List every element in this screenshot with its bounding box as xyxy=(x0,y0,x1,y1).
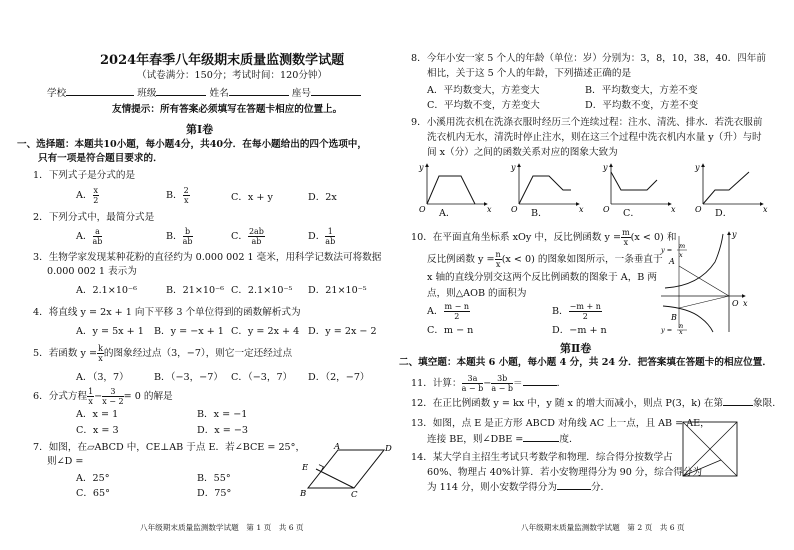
graph-b xyxy=(510,163,584,214)
q8-option-b: B．平均数变大，方差不变 xyxy=(585,85,698,96)
section2-heading: 二、填空题：本题共 6 小题，每小题 4 分，共 24 分．把答案填在答题卡的相应位置． xyxy=(399,357,772,368)
q8-option-d: D．平均数不变，方差不变 xyxy=(585,100,699,111)
q10-line4: 点，则△AOB 的面积为 xyxy=(427,288,527,299)
curve-n-label-lhs: y = xyxy=(661,326,673,334)
q6-stem: 6．分式方程 $\frac{1}{x}$ − $\frac{3}{x - 2}$ = 0 的解是 xyxy=(33,387,173,406)
q12-answer-blank xyxy=(723,405,753,406)
axis-x-label: x xyxy=(763,205,768,214)
curve-m-label-num: m xyxy=(679,242,686,250)
axis-x-label: x xyxy=(671,205,676,214)
q10-option-b: B． $\frac{-m + n}{2}$ xyxy=(552,302,601,321)
q4-stem: 4．将直线 y = 2x + 1 向下平移 3 个单位得到的函数解析式为 xyxy=(33,307,301,318)
fraction: $\frac{2}{x}$ xyxy=(183,186,189,205)
friendly-tip: 友情提示：所有答案必须填写在答题卡相应的位置上。 xyxy=(112,104,343,115)
q9-option-d: D． xyxy=(715,208,733,219)
field-school-blank xyxy=(66,95,134,96)
graph-c xyxy=(602,163,676,214)
q5-option-d: D．（2，−7） xyxy=(308,372,370,383)
q12-stem: 12．在正比例函数 y = kx 中，y 随 x 的增大而减小，则点 P(3，k) 在第 象限． xyxy=(411,398,782,409)
field-name-blank xyxy=(229,95,289,96)
page-footer: 八年级期末质量监测数学试题 第 2 页 共 6 页 xyxy=(521,523,685,532)
q1-option-d: D．2x xyxy=(308,192,337,203)
q14-answer-blank xyxy=(557,489,591,490)
q13-line2: 连接 BE，则∠DBE = 度． xyxy=(427,434,579,445)
field-class-blank xyxy=(156,95,206,96)
q3-option-a: A．2.1×10⁻⁶ xyxy=(76,285,137,296)
field-school-label: 学校 xyxy=(47,88,67,99)
fraction: $\frac{3a}{a - b}$ xyxy=(461,374,484,393)
q2-stem: 2．下列分式中，最简分式是 xyxy=(33,212,155,223)
q7-line1: 7．如图，在▱ABCD 中，CE⊥AB 于点 E．若∠BCE = 25°， xyxy=(33,442,306,453)
label-d: D xyxy=(385,444,392,454)
q10-hyperbola-figure xyxy=(659,228,749,334)
q1-option-b: B． $\frac{2}{x}$ xyxy=(166,186,189,205)
q7-parallelogram-figure xyxy=(296,440,396,500)
axis-y-label: y xyxy=(603,163,608,172)
q7-option-a: A．25° xyxy=(76,473,110,484)
q9-option-a: A． xyxy=(439,208,456,219)
q3-line2: 0.000 002 1 表示为 xyxy=(47,266,137,277)
origin-label: O xyxy=(419,205,426,214)
q10-option-a: A． $\frac{m - n}{2}$ xyxy=(427,302,470,321)
segment-ce xyxy=(316,469,354,488)
q5-option-b: B．（−3，−7） xyxy=(154,372,223,383)
q8-line1: 8．今年小安一家 5 个人的年龄（单位：岁）分别为：3，8，10，38，40．四年前 xyxy=(411,53,766,64)
axis-x-label: x xyxy=(487,205,492,214)
fraction: $\frac{a}{ab}$ xyxy=(92,227,103,246)
fraction: $\frac{n}{x}$ xyxy=(495,250,501,269)
page-right xyxy=(397,0,794,550)
q10-line2: 反比例函数 y = $\frac{n}{x}$ (x < 0) 的图象如图所示，一条垂直于 xyxy=(427,250,663,269)
student-info-fields xyxy=(47,88,361,100)
q8-line2: 相比，关于这 5 个人的年龄，下列描述正确的是 xyxy=(427,68,632,79)
volume-2-heading: 第Ⅱ卷 xyxy=(560,342,592,355)
q6-option-d: D．x = −3 xyxy=(197,425,248,436)
origin-label: O xyxy=(695,205,702,214)
section1-line2: 只有一项是符合题目要求的． xyxy=(38,153,163,164)
q1-stem: 1．下列式子是分式的是 xyxy=(33,170,136,181)
label-a: A xyxy=(334,442,341,452)
page-footer: 八年级期末质量监测数学试题 第 1 页 共 6 页 xyxy=(140,523,304,532)
q10-line3: x 轴的直线分别交这两个反比例函数的图象于 A，B 两 xyxy=(427,272,658,283)
q5-stem: 5．若函数 y = $\frac{k}{x}$ 的图象经过点（3，−7），则它一定还经过点 xyxy=(33,344,293,363)
point-b-label: B xyxy=(671,313,677,322)
q9-line2: 洗衣机内无水，清洗时停止注水，则在这三个过程中洗衣机内水量 y（升）与时 xyxy=(427,132,762,143)
q5-option-a: A．（3，7） xyxy=(76,372,129,383)
q3-option-c: C．2.1×10⁻⁵ xyxy=(231,285,293,296)
origin-label: O xyxy=(603,205,610,214)
q4-option-a: A．y = 5x + 1 xyxy=(76,326,144,337)
fraction: $\frac{x}{2}$ xyxy=(93,186,99,205)
parallelogram-abcd xyxy=(308,450,384,488)
q14-line2: 60%、物理占 40%计算．若小安物理得分为 90 分，综合得分为 xyxy=(427,467,703,478)
axis-x-label: x xyxy=(579,205,584,214)
q3-line1: 3．生物学家发现某种花粉的直径约为 0.000 002 1 毫米，用科学记数法可将数据 xyxy=(33,252,382,263)
q1-option-c: C．x + y xyxy=(231,192,273,203)
curve-m-label-lhs: y = xyxy=(661,246,673,254)
q2-option-b: B． $\frac{b}{ab}$ xyxy=(166,227,193,246)
field-seat-blank xyxy=(311,95,361,96)
q10-option-c: C．m − n xyxy=(427,325,474,336)
fraction: $\frac{2ab}{ab}$ xyxy=(248,227,264,246)
q5-option-c: C．（−3，7） xyxy=(231,372,293,383)
q7-line2: 则∠D = xyxy=(47,456,84,467)
q7-option-d: D．75° xyxy=(197,488,232,499)
fraction: $\frac{3}{x - 2}$ xyxy=(102,387,124,406)
q14-line3: 为 114 分，则小安数学得分为 分． xyxy=(427,482,611,493)
q11-stem: 11．计算： $\frac{3a}{a - b}$ − $\frac{3b}{a - b}$ ＝ ． xyxy=(411,374,567,393)
exam-title: 2024年春季八年级期末质量监测数学试题 xyxy=(100,53,345,68)
axis-y-label: y xyxy=(511,163,516,172)
fraction: $\frac{3b}{a - b}$ xyxy=(491,374,514,393)
q6-option-a: A．x = 1 xyxy=(76,409,119,420)
q4-option-c: C．y = 2x + 4 xyxy=(231,326,300,337)
q10-option-d: D．−m + n xyxy=(552,325,607,336)
section1-line1: 一、选择题：本题共10小题，每小题4分，共40分．在每小题给出的四个选项中， xyxy=(17,139,367,150)
q13-line1: 13．如图，点 E 是正方形 ABCD 对角线 AC 上一点，且 AB = AE， xyxy=(411,418,710,429)
field-seat-label: 座号 xyxy=(291,88,311,99)
q1-option-a: A． $\frac{x}{2}$ xyxy=(76,186,99,205)
q4-option-d: D．y = 2x − 2 xyxy=(308,326,377,337)
q7-option-c: C．65° xyxy=(76,488,110,499)
q2-option-d: D． $\frac{1}{ab}$ xyxy=(308,227,336,246)
fraction: $\frac{1}{x}$ xyxy=(88,387,94,406)
label-e: E xyxy=(302,463,309,473)
point-a-label: A xyxy=(669,257,675,266)
fraction: $\frac{k}{x}$ xyxy=(98,344,103,363)
q11-answer-blank xyxy=(523,385,557,386)
right-angle-mark xyxy=(319,465,323,472)
fraction: $\frac{1}{ab}$ xyxy=(325,227,336,246)
curve-m-label-den: x xyxy=(679,251,683,259)
q8-option-a: A．平均数变大，方差变大 xyxy=(427,85,540,96)
field-class-label: 班级 xyxy=(137,88,157,99)
q10-line1: 10．在平面直角坐标系 xOy 中，反比例函数 y = $\frac{m}{x}$ (x < 0) 和 xyxy=(411,228,677,247)
q9-option-c: C． xyxy=(623,208,640,219)
graph-d xyxy=(694,163,768,214)
axis-x-label: x xyxy=(743,299,748,308)
curve-n-label-den: x xyxy=(679,328,683,334)
exam-info: （试卷满分：150分；考试时间：120分钟） xyxy=(137,70,328,81)
label-c: C xyxy=(351,490,358,500)
field-name-label: 姓名 xyxy=(209,88,229,99)
q3-option-d: D．21×10⁻⁵ xyxy=(308,285,367,296)
q9-option-b: B． xyxy=(531,208,548,219)
axis-y-label: y xyxy=(419,163,424,172)
q4-option-b: B．y = −x + 1 xyxy=(154,326,224,337)
q8-option-c: C．平均数不变，方差变大 xyxy=(427,100,540,111)
volume-1-heading: 第Ⅰ卷 xyxy=(186,123,214,136)
fraction: $\frac{b}{ab}$ xyxy=(182,227,193,246)
label-b: B xyxy=(300,489,307,499)
fraction: $\frac{m - n}{2}$ xyxy=(444,302,470,321)
fraction: $\frac{m}{x}$ xyxy=(622,228,630,247)
q9-line1: 9．小溪用洗衣机在洗涤衣服时经历三个连续过程：注水、清洗、排水．若洗衣服前 xyxy=(411,117,763,128)
q6-option-c: C．x = 3 xyxy=(76,425,119,436)
q14-line1: 14．某大学自主招生考试只考数学和物理．综合得分按数学占 xyxy=(411,452,673,463)
axis-y-label: y xyxy=(695,163,700,172)
origin-label: O xyxy=(732,299,739,308)
q6-option-b: B．x = −1 xyxy=(197,409,248,420)
q13-answer-blank xyxy=(523,441,559,442)
q3-option-b: B．21×10⁻⁶ xyxy=(166,285,225,296)
curve-n-label-num: n xyxy=(679,322,684,330)
graph-a xyxy=(418,163,492,214)
q9-line3: 间 x（分）之间的函数关系对应的图象大致为 xyxy=(427,147,618,158)
q2-option-c: C． $\frac{2ab}{ab}$ xyxy=(231,227,264,246)
origin-label: O xyxy=(511,205,518,214)
q2-option-a: A． $\frac{a}{ab}$ xyxy=(76,227,103,246)
axis-y-label: y xyxy=(732,230,737,239)
fraction: $\frac{-m + n}{2}$ xyxy=(569,302,601,321)
q7-option-b: B．55° xyxy=(197,473,231,484)
